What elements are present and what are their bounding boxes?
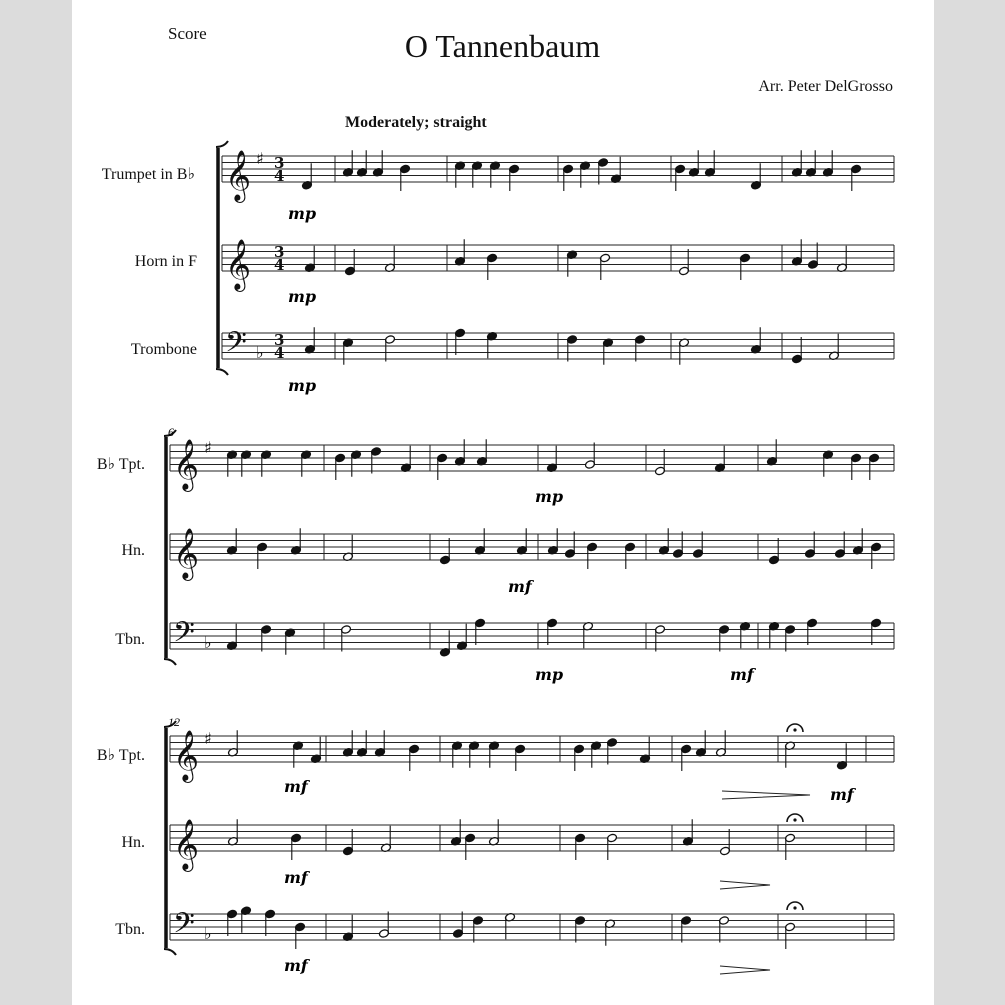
key-signature-flat: ♭ bbox=[204, 924, 212, 943]
treble-clef: 𝄞 bbox=[173, 528, 200, 579]
fermata bbox=[793, 818, 796, 821]
time-signature-denominator: 4 bbox=[274, 344, 285, 362]
key-signature-flat: ♭ bbox=[256, 343, 264, 362]
piece-title: O Tannenbaum bbox=[404, 28, 601, 64]
dynamic-mark: mp bbox=[288, 287, 317, 306]
dynamic-mark: mf bbox=[508, 577, 532, 596]
system-bracket bbox=[164, 659, 176, 665]
dynamic-mark: mf bbox=[830, 785, 854, 804]
dynamic-mark: mp bbox=[535, 665, 564, 684]
decrescendo-hairpin bbox=[720, 966, 770, 974]
key-signature-sharp: ♯ bbox=[256, 149, 264, 168]
dynamic-mark: mf bbox=[284, 777, 308, 796]
treble-clef: 𝄞 bbox=[173, 819, 200, 870]
time-signature-numerator: 3 bbox=[274, 331, 285, 349]
decrescendo-hairpin bbox=[720, 881, 770, 889]
fermata bbox=[793, 906, 796, 909]
instrument-name-horn: Horn in F bbox=[134, 253, 197, 270]
bass-clef: 𝄢 bbox=[173, 616, 195, 656]
instrument-abbr-trumpet: B♭ Tpt. bbox=[96, 456, 145, 473]
measure-number: 6 bbox=[168, 425, 174, 439]
time-signature-numerator: 3 bbox=[274, 154, 285, 172]
bass-clef: 𝄢 bbox=[225, 326, 247, 366]
instrument-name-trombone: Trombone bbox=[130, 341, 197, 358]
system-bracket bbox=[216, 369, 228, 375]
dynamic-mark: mf bbox=[284, 956, 308, 975]
dynamic-mark: mf bbox=[284, 868, 308, 887]
dynamic-mark: mp bbox=[535, 487, 564, 506]
dynamic-mark: mp bbox=[288, 204, 317, 223]
instrument-abbr-horn: Hn. bbox=[121, 834, 145, 851]
key-signature-sharp: ♯ bbox=[204, 438, 212, 457]
time-signature-denominator: 4 bbox=[274, 167, 285, 185]
key-signature-flat: ♭ bbox=[204, 633, 212, 652]
treble-clef: 𝄞 bbox=[173, 730, 200, 781]
instrument-abbr-trombone: Tbn. bbox=[115, 921, 145, 938]
treble-clef: 𝄞 bbox=[225, 239, 252, 290]
decrescendo-hairpin bbox=[722, 791, 810, 799]
instrument-abbr-trumpet: B♭ Tpt. bbox=[96, 747, 145, 764]
treble-clef: 𝄞 bbox=[225, 150, 252, 201]
bass-clef: 𝄢 bbox=[173, 907, 195, 947]
instrument-abbr-trombone: Tbn. bbox=[115, 631, 145, 648]
fermata bbox=[793, 728, 796, 731]
score-label: Score bbox=[168, 24, 207, 43]
tempo-marking: Moderately; straight bbox=[345, 114, 487, 131]
key-signature-sharp: ♯ bbox=[204, 729, 212, 748]
treble-clef: 𝄞 bbox=[173, 439, 200, 490]
system-bracket bbox=[164, 949, 176, 955]
instrument-name-trumpet: Trumpet in B♭ bbox=[101, 166, 195, 183]
measure-number: 12 bbox=[168, 715, 180, 729]
time-signature-numerator: 3 bbox=[274, 243, 285, 261]
dynamic-mark: mp bbox=[288, 376, 317, 395]
instrument-abbr-horn: Hn. bbox=[121, 542, 145, 559]
dynamic-mark: mf bbox=[730, 665, 754, 684]
arranger-credit: Arr. Peter DelGrosso bbox=[758, 78, 893, 95]
system-bracket bbox=[216, 141, 228, 147]
time-signature-denominator: 4 bbox=[274, 256, 285, 274]
